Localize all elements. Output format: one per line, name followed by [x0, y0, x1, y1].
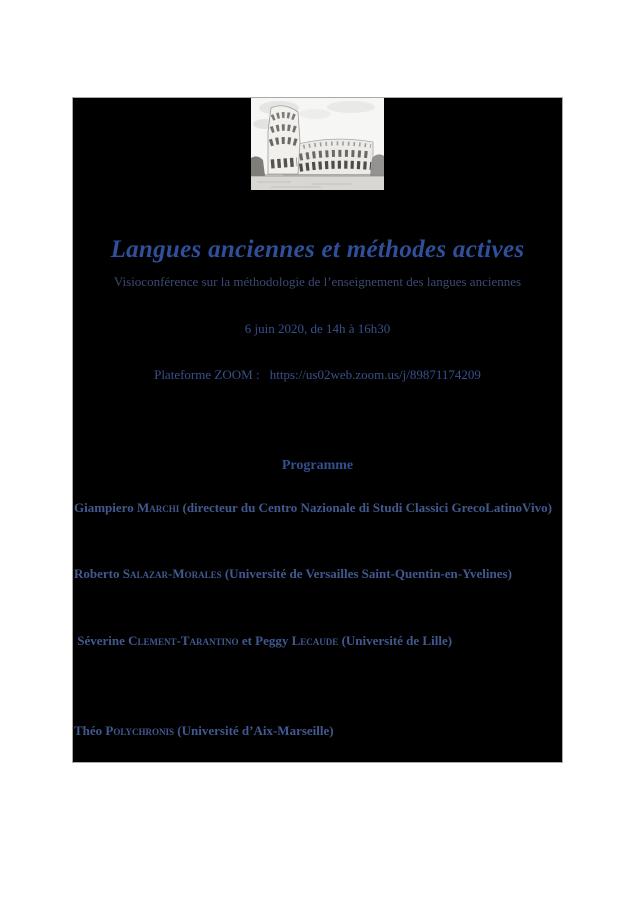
speaker-text: (Université d’Aix-Marseille)	[174, 723, 334, 738]
speaker-text: Giampiero	[74, 500, 137, 515]
event-datetime: 6 juin 2020, de 14h à 16h30	[244, 321, 391, 336]
speaker-line	[74, 632, 563, 649]
speaker-name-smallcaps: Marchi	[136, 500, 180, 515]
speaker-line	[74, 722, 563, 739]
poster	[72, 97, 563, 763]
platform-label: Plateforme ZOOM :	[154, 367, 263, 382]
speaker-text: Roberto	[74, 566, 123, 581]
platform-line	[73, 366, 562, 383]
speaker-text: (Université de Lille)	[338, 633, 453, 648]
speaker-line	[74, 565, 563, 582]
speaker-text: Théo	[74, 723, 106, 738]
speaker-line	[74, 499, 563, 516]
colosseum-image	[251, 98, 384, 190]
speaker-name-smallcaps: Lecaude	[291, 633, 339, 648]
event-subtitle: Visioconférence sur la méthodologie de l’enseignement des langues anciennes	[113, 274, 522, 289]
event-title: Langues anciennes et méthodes actives	[110, 236, 525, 263]
speaker-name-smallcaps: Clement-Tarantino	[128, 633, 239, 648]
speaker-text: (directeur du Centro Nazionale di Studi Classici GrecoLatinoVivo)	[179, 500, 552, 515]
speaker-text: (Université de Versailles Saint-Quentin-en-Yvelines)	[221, 566, 512, 581]
speaker-name-smallcaps: Salazar-Morales	[122, 566, 222, 581]
speaker-name-smallcaps: Polychronis	[105, 723, 175, 738]
speaker-text: Séverine	[74, 633, 129, 648]
zoom-meeting-url[interactable]: https://us02web.zoom.us/j/89871174209	[269, 367, 481, 382]
speaker-text: et Peggy	[238, 633, 292, 648]
programme-heading: Programme	[281, 458, 354, 473]
